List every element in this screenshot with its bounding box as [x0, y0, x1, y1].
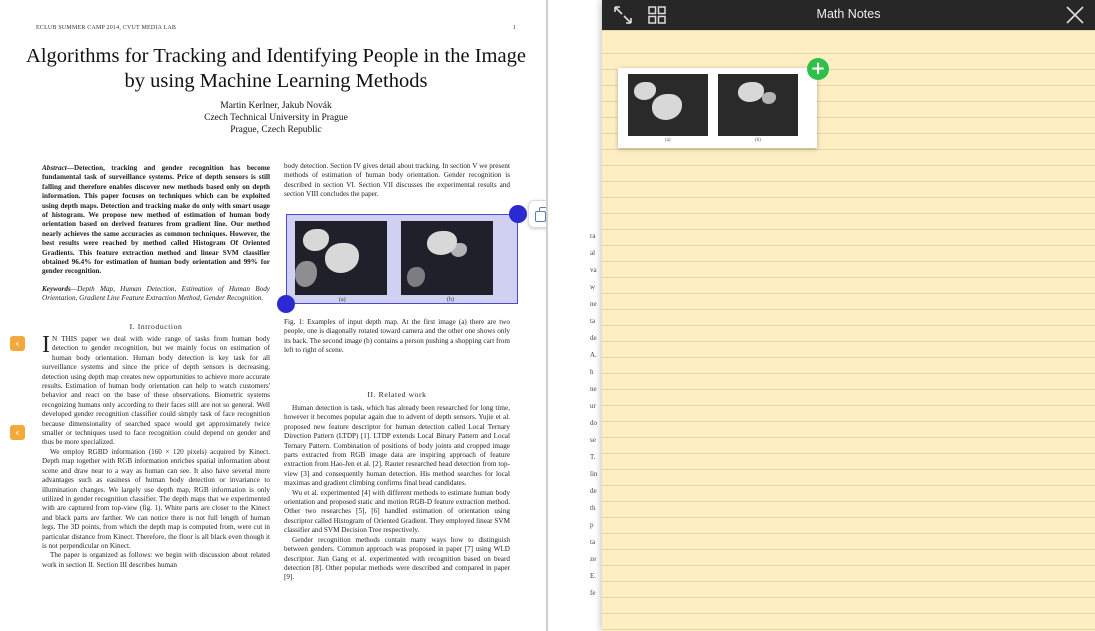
selection-handle-top-right[interactable] [509, 205, 527, 223]
depth-map-image-a [295, 221, 387, 295]
next-page-fragment: h [590, 368, 594, 376]
intro-paragraph-3: The paper is organized as follows: we begin with discussion about related work in section II. Section III describes human [42, 551, 270, 569]
abstract-text: —Detection, tracking and gender recognition has become fundamental task of surveillance systems. Price of depth sensors is still falling and therefore enables discover new methods based only on depth information. This paper focuses on techniques which can be exploited using depth maps. Detection and tracking make do only with smart usage of histogram. We propose new method of estimation of human body orientation based on derived features from gradient line. Our method nearly achieves the same accuracies as common techniques. However, the best results were reached by method called Histogram Of Oriented Gradients. This feature extraction method and linear SVM classifier obtained 96.4% for estimation of human body orientation and 99% for gender recognition. [42, 164, 270, 276]
intro-paragraph-1: N THIS paper we deal with wide range of tasks from human body detection to gender recognition, but we mainly focus on estimation of human body orientation. Human body detection is key task for all surveillance systems and since the price of depth sensors is decreasing, detection using depth map creates new opportunities to achieve more accurate results. Estimation of human body orientation can help to watch customers' behavior and react on the base of these observations. Biometric systems recognizing humans only according to their faces still are not so general. Well developed gender recognition classifier could simply task of face recognition because dimensionality of searched space would get approximately twice smaller or techniques used to face recognition could depend on gender and thus be more specialized. [42, 335, 270, 447]
clip-label-a: (a) [665, 138, 671, 143]
figure-caption: Fig. 1: Examples of input depth map. At the first image (a) there are two people, one is diagonally rotated toward camera and the other one shows only its back. The second image (b) contains a person pushing a shopping cart from left to right of scene. [284, 318, 510, 355]
next-page-fragment: ta [590, 538, 596, 546]
next-page-fragment: de [590, 487, 597, 495]
next-page-fragment: ur [590, 402, 596, 410]
running-head [36, 25, 516, 31]
next-page-fragment: al [590, 249, 596, 257]
next-page-fragment: ra [590, 232, 596, 240]
notes-toolbar [602, 0, 1095, 30]
figure-label-a: (a) [339, 297, 346, 303]
related-paragraph-3: Gender recognition methods contain many ways how to distinguish between genders. Common approach was proposed in paper [7] using WLD descriptor. Jian Gang et al. experimented with recognition based on beard detection [8]. Other popular methods were described and compared in paper [9]. [284, 535, 510, 582]
figure-label-b: (b) [447, 297, 454, 303]
abstract [42, 164, 270, 277]
page-number: 1 [512, 25, 516, 31]
next-page-fragment: ne [590, 385, 597, 393]
document-page [0, 0, 546, 631]
related-paragraph-2: Wu et al. experimented [4] with different methods to estimate human body orientation and proposed static and motion RGB-D feature extraction method. Other two researches [5], [6] handled estimation of orientation using descriptor called Histogram of Oriented Gradient. They employed linear SVM classifier and SVM Decision Tree respectively. [284, 488, 510, 535]
keywords [42, 285, 270, 304]
add-icon[interactable]: + [807, 58, 829, 80]
clip-image-b [718, 74, 798, 136]
next-page-fragment: ne [590, 300, 597, 308]
next-page-fragment: do [590, 419, 597, 427]
next-page-fragment: A. [590, 351, 597, 359]
clip-image-a [628, 74, 708, 136]
keywords-label: Keywords [42, 285, 71, 293]
next-page-fragment: w [590, 283, 596, 291]
depth-map-image-b [401, 221, 493, 295]
next-page-fragment: ta [590, 317, 596, 325]
dropcap: I [42, 332, 50, 358]
notes-image-clip[interactable] [618, 68, 817, 148]
figure-selection[interactable] [286, 214, 518, 304]
column-2-top-text: body detection. Section IV gives detail about tracking. In section V we present methods of estimation of human body orientation. Gender recognition is described in section VI. Section VII discusses the experimental results and section VIII concludes the paper. [284, 162, 510, 199]
next-page-fragment: se [590, 436, 596, 444]
related-work-text [284, 404, 510, 583]
selection-handle-bottom-left[interactable] [277, 295, 295, 313]
next-page-fragment: va [590, 266, 597, 274]
clip-label-b: (b) [755, 138, 761, 143]
next-page-fragment: de [590, 334, 597, 342]
next-page-fragment: E. [590, 572, 597, 580]
keywords-text: —Depth Map, Human Detection, Estimation of Human Body Orientation, Gradient Line Feature Extraction Method, Gender Recognition. [42, 285, 270, 303]
close-icon[interactable] [1064, 5, 1086, 25]
introduction-heading: I. Introduction [129, 322, 183, 331]
intro-paragraph-2: We employ RGBD information (160 × 120 pixels) acquired by Kinect. Depth map together with RGB information enriches spatial information about scene and draw near to a way as human can see. It also have several more advantages such as easiness of human body detection or invariance to illumination changes. We largely use depth map, RGB information is only utilized in gender recognition classifier. The depth maps that we experimented with are captured from top-view (fig. 1). White parts are closer to the Kinect and black parts are farther. We can notice there is not full length of human legs. The 3D points, from which the depth map is computed from, were cut in particular distance from Kinect. Therefore, the floor is all black even though it is not perpendicular on Kinect. [42, 447, 270, 550]
next-page-fragment: p [590, 521, 594, 529]
related-work-heading: II. Related work [367, 390, 427, 399]
abstract-label: Abstract [42, 164, 67, 172]
affiliation: Czech Technical University in Prague [204, 113, 348, 123]
related-paragraph-1: Human detection is task, which has already been researched for long time, however it becomes popular again due to advent of depth sensors. Yujie et al. proposed new feature descriptor for human detection called Local Ternary Direction Pattern (LTDP) [1]. LTDP extends Local Binary Pattern and Local Ternary Pattern. Combination of positions of body joints and cropped image parts extracted from RGB image data are inspiring approach of feature extraction from Hao-Jen et al. [2]. Rauter researched head detection from top-view [3] and consequently human detection. His method searches for local maximas and gradient climbing confirms final head candidates. [284, 404, 510, 488]
paper-title: Algorithms for Tracking and Identifying People in the Image by using Machine Learning Methods [26, 45, 526, 92]
chevron-left-icon[interactable]: ‹ [10, 425, 25, 440]
notes-title: Math Notes [816, 7, 881, 21]
next-page-fragment: fe [590, 589, 596, 597]
next-page-fragment: ze [590, 555, 597, 563]
location: Prague, Czech Republic [230, 125, 322, 135]
author-block [20, 100, 532, 136]
next-page-fragment: T. [590, 453, 596, 461]
next-page-fragment: lin [590, 470, 598, 478]
authors: Martin Kerlner, Jakub Novák [220, 101, 332, 111]
next-page-fragment: th [590, 504, 596, 512]
chevron-left-icon[interactable]: ‹ [10, 336, 25, 351]
running-head-text: ECLUB SUMMER CAMP 2014, CVUT MEDIA LAB [36, 25, 177, 31]
introduction-text [42, 332, 270, 570]
